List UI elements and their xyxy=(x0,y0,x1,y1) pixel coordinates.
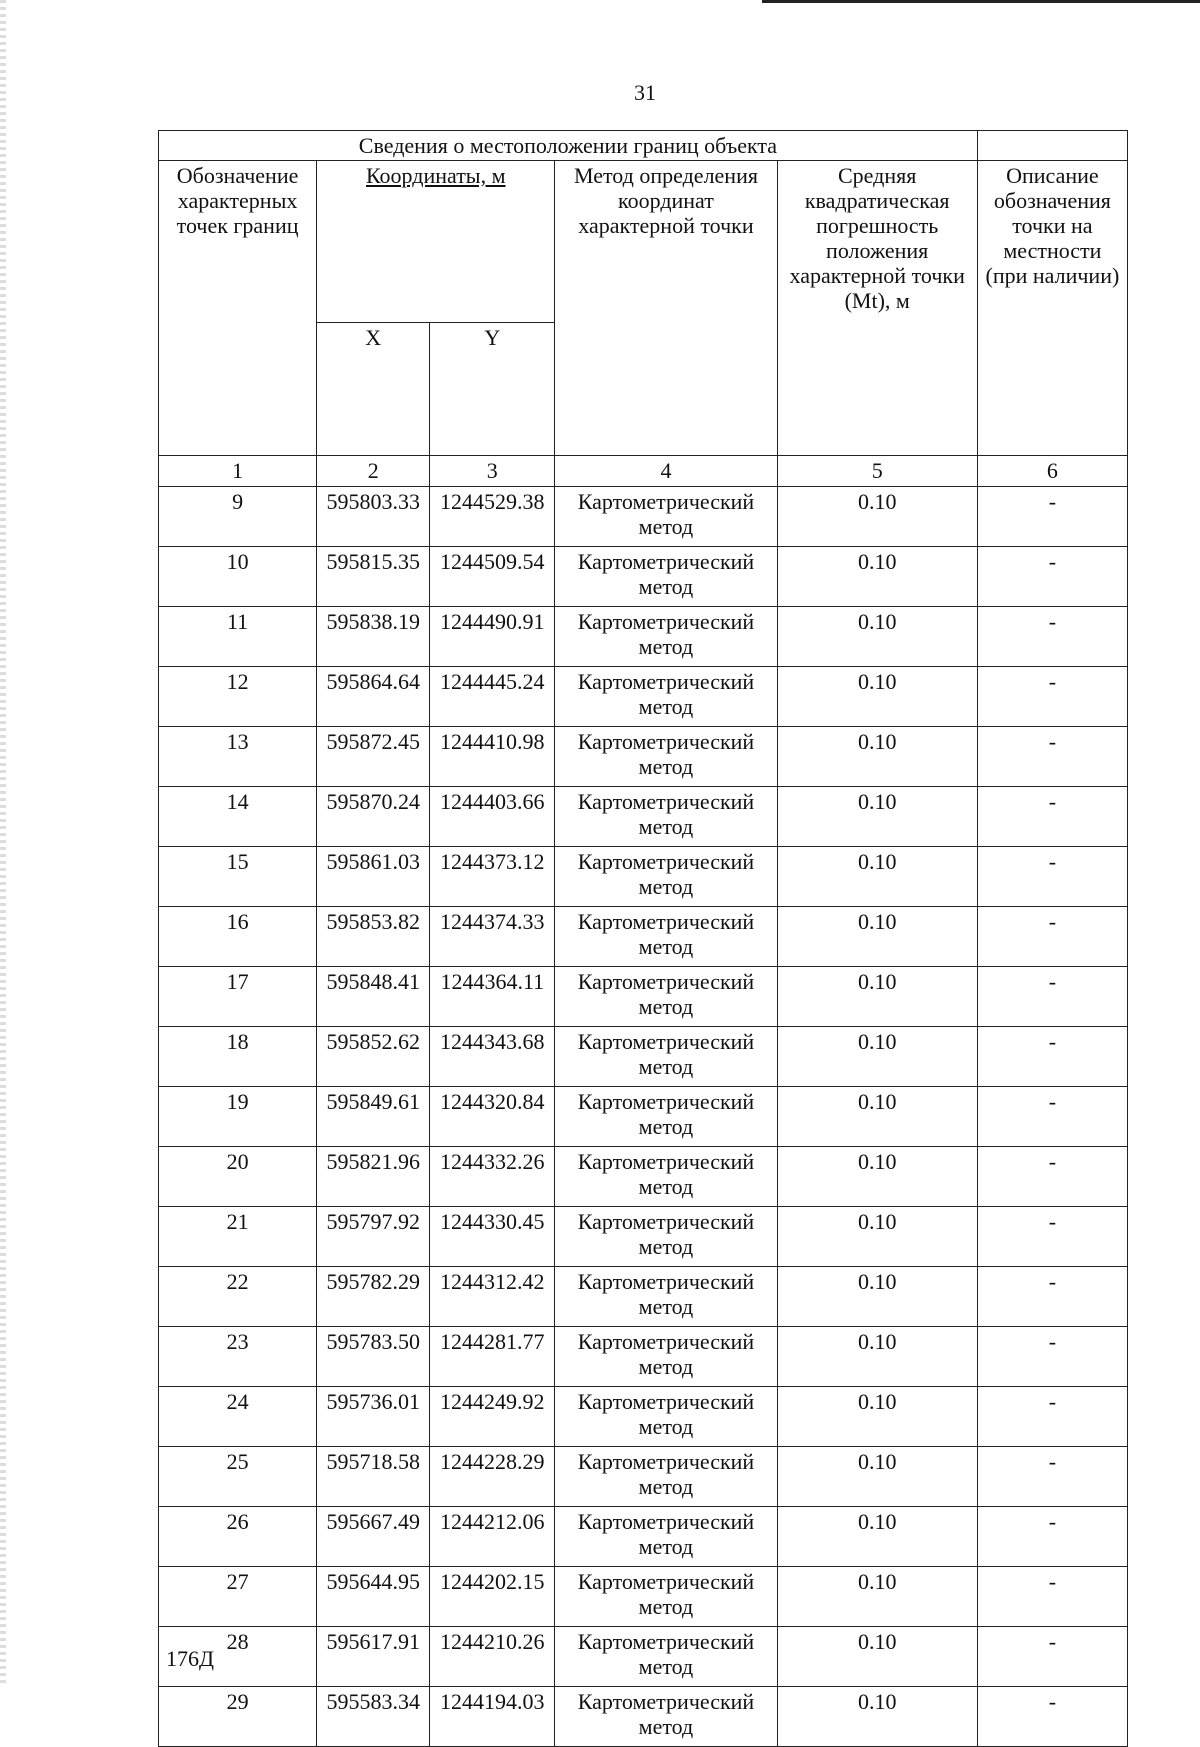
header-method: Метод определения координат характерной точки xyxy=(555,161,777,456)
cell-error: 0.10 xyxy=(777,967,977,1027)
cell-point: 18 xyxy=(159,1027,317,1087)
cell-description: - xyxy=(977,907,1127,967)
cell-description: - xyxy=(977,1567,1127,1627)
footer-code: 176Д xyxy=(166,1646,215,1671)
cell-method: Картометрический метод xyxy=(555,1627,777,1687)
cell-point: 9 xyxy=(159,487,317,547)
table-row xyxy=(159,1627,1128,1687)
cell-error: 0.10 xyxy=(777,1207,977,1267)
cell-point: 15 xyxy=(159,847,317,907)
cell-x: 595838.19 xyxy=(317,607,430,667)
cell-point: 24 xyxy=(159,1387,317,1447)
cell-method: Картометрический метод xyxy=(555,847,777,907)
cell-y: 1244445.24 xyxy=(430,667,555,727)
cell-error: 0.10 xyxy=(777,487,977,547)
cell-y: 1244332.26 xyxy=(430,1147,555,1207)
cell-description: - xyxy=(977,1507,1127,1567)
table-row xyxy=(159,727,1128,787)
top-border-line xyxy=(762,0,1200,3)
cell-description: - xyxy=(977,1087,1127,1147)
table-title: Сведения о местоположении границ объекта xyxy=(159,131,978,161)
header-coords-label: Координаты, м xyxy=(365,163,506,188)
cell-description: - xyxy=(977,1267,1127,1327)
cell-point: 27 xyxy=(159,1567,317,1627)
cell-y: 1244410.98 xyxy=(430,727,555,787)
cell-method: Картометрический метод xyxy=(555,1207,777,1267)
cell-y: 1244194.03 xyxy=(430,1687,555,1747)
cell-y: 1244343.68 xyxy=(430,1027,555,1087)
cell-error: 0.10 xyxy=(777,667,977,727)
cell-y: 1244374.33 xyxy=(430,907,555,967)
table-row xyxy=(159,1387,1128,1447)
table-row xyxy=(159,547,1128,607)
cell-point: 26 xyxy=(159,1507,317,1567)
table-row xyxy=(159,907,1128,967)
cell-error: 0.10 xyxy=(777,847,977,907)
table-row xyxy=(159,787,1128,847)
cell-x: 595821.96 xyxy=(317,1147,430,1207)
cell-x: 595797.92 xyxy=(317,1207,430,1267)
cell-y: 1244320.84 xyxy=(430,1087,555,1147)
cell-x: 595803.33 xyxy=(317,487,430,547)
cell-method: Картометрический метод xyxy=(555,1267,777,1327)
cell-error: 0.10 xyxy=(777,1507,977,1567)
cell-y: 1244330.45 xyxy=(430,1207,555,1267)
cell-description: - xyxy=(977,1027,1127,1087)
cell-y: 1244212.06 xyxy=(430,1507,555,1567)
cell-y: 1244364.11 xyxy=(430,967,555,1027)
cell-error: 0.10 xyxy=(777,787,977,847)
table-title-row xyxy=(159,131,1128,161)
cell-method: Картометрический метод xyxy=(555,1507,777,1567)
cell-x: 595853.82 xyxy=(317,907,430,967)
cell-y: 1244403.66 xyxy=(430,787,555,847)
cell-y: 1244249.92 xyxy=(430,1387,555,1447)
cell-method: Картометрический метод xyxy=(555,1087,777,1147)
cell-point: 12 xyxy=(159,667,317,727)
table-title-empty-cell xyxy=(977,131,1127,161)
table-row xyxy=(159,967,1128,1027)
column-number: 3 xyxy=(430,456,555,487)
cell-method: Картометрический метод xyxy=(555,1027,777,1087)
cell-y: 1244202.15 xyxy=(430,1567,555,1627)
cell-x: 595644.95 xyxy=(317,1567,430,1627)
cell-error: 0.10 xyxy=(777,727,977,787)
cell-description: - xyxy=(977,1207,1127,1267)
table-row xyxy=(159,1267,1128,1327)
cell-point: 10 xyxy=(159,547,317,607)
cell-method: Картометрический метод xyxy=(555,787,777,847)
cell-point: 17 xyxy=(159,967,317,1027)
header-description: Описание обозначения точки на местности (при наличии) xyxy=(977,161,1127,456)
table-row xyxy=(159,847,1128,907)
column-number: 4 xyxy=(555,456,777,487)
cell-description: - xyxy=(977,1147,1127,1207)
cell-point: 19 xyxy=(159,1087,317,1147)
page-number: 31 xyxy=(634,80,656,105)
cell-x: 595583.34 xyxy=(317,1687,430,1747)
cell-method: Картометрический метод xyxy=(555,607,777,667)
cell-x: 595736.01 xyxy=(317,1387,430,1447)
cell-x: 595848.41 xyxy=(317,967,430,1027)
table-row xyxy=(159,1687,1128,1747)
cell-description: - xyxy=(977,847,1127,907)
cell-method: Картометрический метод xyxy=(555,547,777,607)
cell-point: 22 xyxy=(159,1267,317,1327)
cell-error: 0.10 xyxy=(777,1267,977,1327)
cell-error: 0.10 xyxy=(777,907,977,967)
table-row xyxy=(159,1087,1128,1147)
cell-x: 595861.03 xyxy=(317,847,430,907)
cell-point: 28 xyxy=(159,1627,317,1687)
header-error: Средняя квадратическая погрешность положения характерной точки (Mt), м xyxy=(777,161,977,456)
cell-error: 0.10 xyxy=(777,1627,977,1687)
cell-method: Картометрический метод xyxy=(555,727,777,787)
cell-x: 595864.64 xyxy=(317,667,430,727)
cell-method: Картометрический метод xyxy=(555,967,777,1027)
cell-method: Картометрический метод xyxy=(555,667,777,727)
cell-y: 1244490.91 xyxy=(430,607,555,667)
table-row xyxy=(159,667,1128,727)
cell-description: - xyxy=(977,607,1127,667)
cell-method: Картометрический метод xyxy=(555,1147,777,1207)
cell-x: 595783.50 xyxy=(317,1327,430,1387)
cell-method: Картометрический метод xyxy=(555,907,777,967)
cell-x: 595849.61 xyxy=(317,1087,430,1147)
cell-method: Картометрический метод xyxy=(555,1387,777,1447)
cell-error: 0.10 xyxy=(777,1447,977,1507)
cell-method: Картометрический метод xyxy=(555,1447,777,1507)
cell-y: 1244228.29 xyxy=(430,1447,555,1507)
header-row xyxy=(159,161,1128,323)
cell-error: 0.10 xyxy=(777,547,977,607)
cell-point: 25 xyxy=(159,1447,317,1507)
table-row xyxy=(159,1567,1128,1627)
cell-y: 1244312.42 xyxy=(430,1267,555,1327)
cell-x: 595870.24 xyxy=(317,787,430,847)
table-row xyxy=(159,1027,1128,1087)
cell-x: 595667.49 xyxy=(317,1507,430,1567)
cell-point: 13 xyxy=(159,727,317,787)
table-row xyxy=(159,1207,1128,1267)
column-number: 5 xyxy=(777,456,977,487)
cell-point: 11 xyxy=(159,607,317,667)
cell-error: 0.10 xyxy=(777,1027,977,1087)
cell-error: 0.10 xyxy=(777,1147,977,1207)
cell-method: Картометрический метод xyxy=(555,487,777,547)
cell-method: Картометрический метод xyxy=(555,1687,777,1747)
cell-y: 1244373.12 xyxy=(430,847,555,907)
cell-error: 0.10 xyxy=(777,1087,977,1147)
column-number: 1 xyxy=(159,456,317,487)
column-number: 2 xyxy=(317,456,430,487)
cell-point: 16 xyxy=(159,907,317,967)
cell-y: 1244529.38 xyxy=(430,487,555,547)
column-number: 6 xyxy=(977,456,1127,487)
header-coords xyxy=(317,161,555,323)
cell-point: 23 xyxy=(159,1327,317,1387)
scan-edge xyxy=(0,0,6,1686)
cell-x: 595872.45 xyxy=(317,727,430,787)
boundary-coordinates-table xyxy=(158,130,1128,1747)
cell-point: 14 xyxy=(159,787,317,847)
table-row xyxy=(159,1147,1128,1207)
cell-point: 20 xyxy=(159,1147,317,1207)
cell-description: - xyxy=(977,547,1127,607)
header-y: Y xyxy=(430,323,555,456)
cell-description: - xyxy=(977,487,1127,547)
cell-error: 0.10 xyxy=(777,1327,977,1387)
cell-method: Картометрический метод xyxy=(555,1567,777,1627)
table-row xyxy=(159,1507,1128,1567)
cell-description: - xyxy=(977,787,1127,847)
cell-error: 0.10 xyxy=(777,1567,977,1627)
cell-x: 595782.29 xyxy=(317,1267,430,1327)
cell-y: 1244210.26 xyxy=(430,1627,555,1687)
cell-x: 595815.35 xyxy=(317,547,430,607)
cell-point: 29 xyxy=(159,1687,317,1747)
header-point: Обозначение характерных точек границ xyxy=(159,161,317,456)
cell-x: 595617.91 xyxy=(317,1627,430,1687)
table-row xyxy=(159,487,1128,547)
cell-y: 1244509.54 xyxy=(430,547,555,607)
table-row xyxy=(159,1327,1128,1387)
cell-error: 0.10 xyxy=(777,1387,977,1447)
cell-description: - xyxy=(977,1387,1127,1447)
cell-description: - xyxy=(977,967,1127,1027)
cell-x: 595852.62 xyxy=(317,1027,430,1087)
cell-description: - xyxy=(977,1327,1127,1387)
cell-description: - xyxy=(977,727,1127,787)
cell-error: 0.10 xyxy=(777,1687,977,1747)
cell-method: Картометрический метод xyxy=(555,1327,777,1387)
cell-error: 0.10 xyxy=(777,607,977,667)
column-number-row xyxy=(159,456,1128,487)
cell-description: - xyxy=(977,1687,1127,1747)
cell-description: - xyxy=(977,1447,1127,1507)
cell-x: 595718.58 xyxy=(317,1447,430,1507)
cell-description: - xyxy=(977,1627,1127,1687)
table-row xyxy=(159,607,1128,667)
cell-description: - xyxy=(977,667,1127,727)
header-x: X xyxy=(317,323,430,456)
cell-y: 1244281.77 xyxy=(430,1327,555,1387)
cell-point: 21 xyxy=(159,1207,317,1267)
table-row xyxy=(159,1447,1128,1507)
